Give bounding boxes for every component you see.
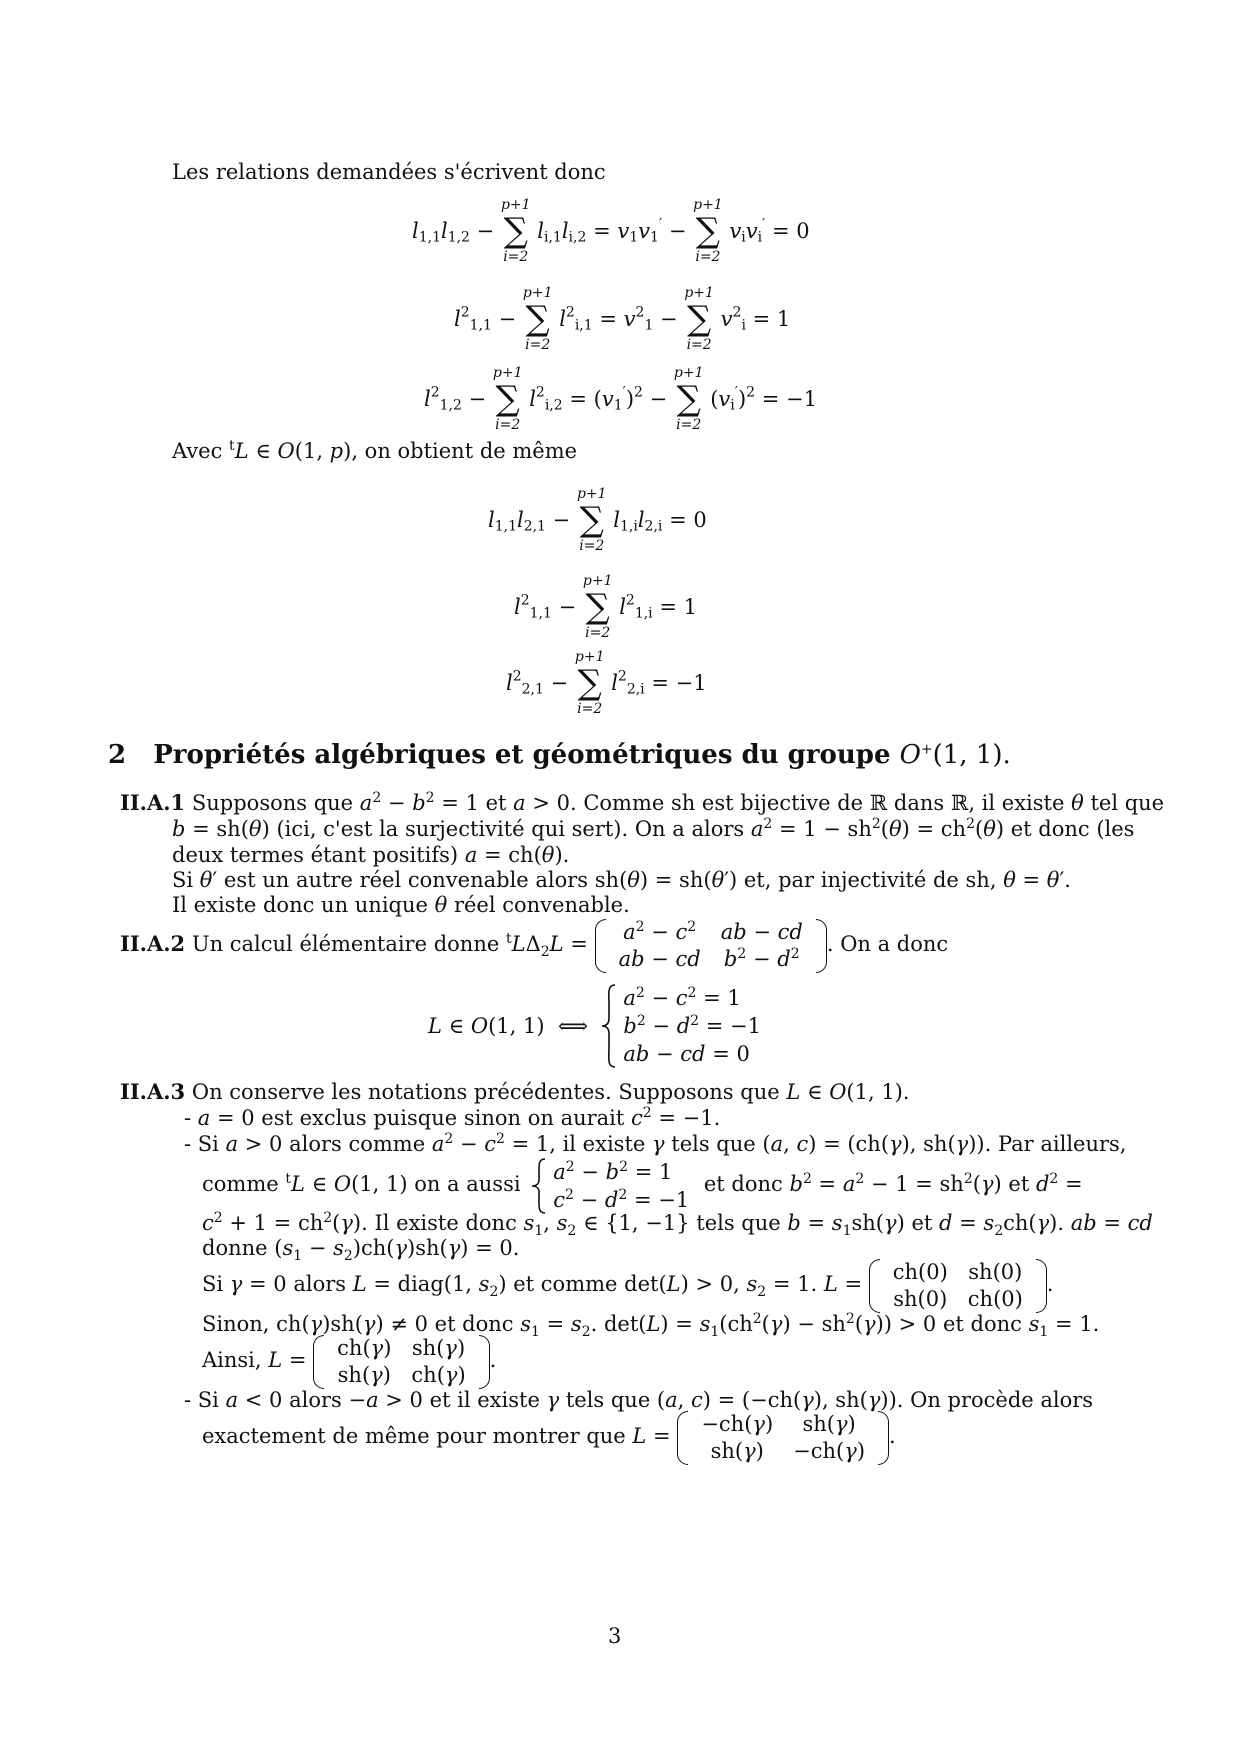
matrix-negative: −ch(γ) sh(γ) sh(γ) −ch(γ): [677, 1411, 889, 1465]
a3-line-exactement: exactement de même pour montrer que L = −ch(γ) sh(γ) sh(γ) −ch(γ) .: [202, 1411, 896, 1463]
a3-line-1: II.A.3 On conserve les notations précédentes. Supposons que L ∈ O(1, 1).: [120, 1079, 910, 1104]
a3-line-donne: donne $(s_1 - s_2)ch(\gamma)sh(\gamma) = 0$.: [202, 1236, 520, 1265]
a1-line-4: Si θ′ est un autre réel convenable alors sh(θ) = sh(θ′) et, par injectivité de sh, θ = θ′.: [172, 868, 1071, 892]
a1-line-5: Il existe donc un unique θ réel convenable.: [172, 893, 630, 917]
a3-bullet-3: - Si a < 0 alors −a > 0 et il existe γ tels que (a, c) = (−ch(γ), sh(γ)). On procède alors: [184, 1388, 1094, 1412]
a1-line-1: II.A.1 Supposons que $a^2 - b^2 = 1$ et a > 0. Comme sh est bijective de ℝ dans ℝ, il existe θ tel que: [120, 790, 1165, 815]
a3-bullet-1: - a = 0 est exclus puisque sinon on aurait $c^2 = -1$.: [184, 1105, 721, 1130]
matrix-a2: $a^2 - c^2$ ab − cd ab − cd $b^2 - d^2$: [595, 919, 827, 973]
intro-text: Les relations demandées s'écrivent donc: [172, 160, 606, 184]
equation-2: $l^2_{1,1}$ − p+1 ∑ i=2 $l^2_{i,1} = v^2_1$ − p+1 ∑ i=2 $v^2_i = 1$: [454, 285, 791, 353]
a2-line: II.A.2 Un calcul élémentaire donne $^tL\Delta_2L$ = $a^2 - c^2$ ab − cd ab − cd $b^2 - d^2$ . On a donc: [120, 918, 949, 971]
matrix-ainsi: ch(γ) sh(γ) sh(γ) ch(γ): [313, 1335, 490, 1389]
equation-6: $l^2_{2,1}$ − p+1 ∑ i=2 $l^2_{2,i} = -1$: [506, 649, 707, 717]
a3-line-ainsi: Ainsi, L = ch(γ) sh(γ) sh(γ) ch(γ) .: [202, 1335, 497, 1387]
a3-line-gamma0: Si γ = 0 alors L = diag(1, $s_2$) et comme det(L) > 0, $s_2 = 1$. L = ch(0) sh(0) sh(0) ch(0) .: [202, 1259, 1054, 1311]
a1-line-2: b = sh(θ) (ici, c'est la surjectivité qui sert). On a alors $a^2 = 1 - sh^2(\theta) = ch^2(\theta)$ et donc (les: [172, 816, 1135, 841]
a3-line-c2: $c^2 + 1 = ch^2(\gamma)$. Il existe donc $s_1$, $s_2$ ∈ {1, −1} tels que $b = s_1sh(\gamma)$ et $d = s_2ch(\gamma)$. ab = cd: [202, 1210, 1153, 1240]
a3-bullet-2: - Si a > 0 alors comme $a^2 - c^2 = 1$, il existe γ tels que (a, c) = (ch(γ), sh(γ)). Par ailleurs,: [184, 1131, 1127, 1156]
a3-line-comme: comme $^t$L ∈ O(1, 1) on a aussi $a^2 - b^2 = 1$ $c^2 - d^2 = -1$ et donc $b^2 = a^2 - 1 = sh^2(\gamma)$ et $d^2$ =: [202, 1158, 1083, 1212]
avec-text: Avec $^t$L ∈ O(1, p), on obtient de même: [172, 438, 578, 463]
a1-line-3: deux termes étant positifs) a = ch(θ).: [172, 843, 570, 867]
page-number: 3: [608, 1624, 622, 1648]
a3-line-sinon: Sinon, ch(γ)sh(γ) ≠ 0 et donc $s_1 = s_2$. $\det(L) = s_1(ch^2(\gamma) - sh^2(\gamma)) > 0$ et donc $s_1 = 1$.: [202, 1311, 1100, 1341]
equation-3: $l^2_{1,2}$ − p+1 ∑ i=2 $l^2_{i,2} = (v_1')^2$ − p+1 ∑ i=2 $(v_i')^2 = -1$: [424, 365, 818, 433]
section-heading: 2 Propriétés algébriques et géométriques du groupe O+(1, 1).: [108, 740, 1011, 770]
equation-1: $l_{1,1}l_{1,2}$ − p+1 ∑ i=2 $l_{i,1}l_{i,2} = v_1v_1'$ − p+1 ∑ i=2 $v_iv_i' = 0$: [412, 197, 810, 265]
a2-system: L ∈ O(1, 1) ⟺ $a^2 - c^2 = 1$ $b^2 - d^2 = -1$ ab − cd = 0: [428, 985, 761, 1066]
equation-4: $l_{1,1}l_{2,1}$ − p+1 ∑ i=2 $l_{1,i}l_{2,i} = 0$: [488, 486, 707, 554]
equation-5: $l^2_{1,1}$ − p+1 ∑ i=2 $l^2_{1,i} = 1$: [514, 573, 697, 641]
matrix-gamma0: ch(0) sh(0) sh(0) ch(0): [869, 1259, 1047, 1313]
